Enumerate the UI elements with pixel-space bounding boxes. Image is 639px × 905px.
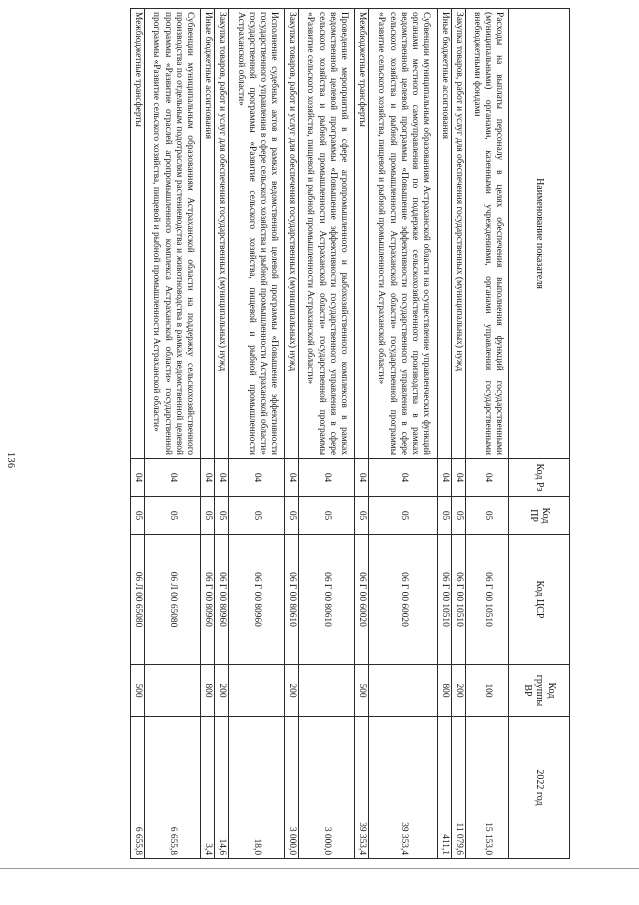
header-csr-code: Код ЦСР — [509, 535, 570, 665]
rotated-table-wrapper — [130, 8, 570, 858]
row-pr-code: 05 — [466, 497, 509, 535]
row-csr-code: 06 Л 00 65080 — [131, 535, 145, 665]
budget-table — [130, 8, 570, 859]
row-rz-code: 04 — [131, 459, 145, 497]
row-vr-code — [229, 665, 285, 717]
row-vr-code: 800 — [201, 665, 215, 717]
row-csr-code: 06 Л 00 65080 — [145, 535, 201, 665]
row-pr-code: 05 — [355, 497, 369, 535]
row-pr-code: 05 — [229, 497, 285, 535]
row-vr-code — [369, 665, 438, 717]
row-value-2022: 6 655,8 — [131, 717, 145, 859]
row-pr-code: 05 — [201, 497, 215, 535]
row-indicator-name: Закупка товаров, работ и услуг для обеспечения государственных (муниципальных) нужд — [215, 9, 229, 459]
row-pr-code: 05 — [452, 497, 466, 535]
row-value-2022: 3 000,0 — [299, 717, 355, 859]
header-vr-code: Код группы ВР — [509, 665, 570, 717]
row-csr-code: 06 Г 00 10510 — [438, 535, 452, 665]
row-csr-code: 06 Г 00 80610 — [285, 535, 299, 665]
row-csr-code: 06 Г 00 80960 — [201, 535, 215, 665]
row-csr-code: 06 Г 00 80960 — [229, 535, 285, 665]
row-vr-code: 500 — [355, 665, 369, 717]
row-value-2022: 39 353,4 — [355, 717, 369, 859]
row-csr-code: 06 Г 00 80610 — [299, 535, 355, 665]
row-vr-code: 800 — [438, 665, 452, 717]
row-indicator-name: Субвенции муниципальным образованиям Астраханской области на осуществление управленческих функций органами местного самоуправления по поддержке сельскохозяйственного производства в рамках ведомственной целевой программы «Повышение эффективности государственного управления в сфере сельского хозяйства и рыбной промышленности Астраханской области» государственной программы «Развитие сельского хозяйства, пищевой и рыбной промышленности Астраханской области» — [369, 9, 438, 459]
row-value-2022: 411,1 — [438, 717, 452, 859]
row-rz-code: 04 — [285, 459, 299, 497]
row-vr-code: 200 — [215, 665, 229, 717]
table-row — [229, 9, 285, 859]
row-indicator-name: Иные бюджетные ассигнования — [438, 9, 452, 459]
table-row — [215, 9, 229, 859]
row-pr-code: 05 — [131, 497, 145, 535]
table-row — [466, 9, 509, 859]
row-rz-code: 04 — [201, 459, 215, 497]
table-row — [355, 9, 369, 859]
table-row — [369, 9, 438, 859]
row-value-2022: 15 153,0 — [466, 717, 509, 859]
table-row — [452, 9, 466, 859]
row-value-2022: 39 353,4 — [369, 717, 438, 859]
row-pr-code: 05 — [215, 497, 229, 535]
row-value-2022: 3 000,0 — [285, 717, 299, 859]
row-csr-code: 06 Г 00 60020 — [369, 535, 438, 665]
row-csr-code: 06 Г 00 10510 — [452, 535, 466, 665]
row-value-2022: 18,0 — [229, 717, 285, 859]
row-csr-code: 06 Г 00 10510 — [466, 535, 509, 665]
row-rz-code: 04 — [229, 459, 285, 497]
row-value-2022: 3,4 — [201, 717, 215, 859]
row-rz-code: 04 — [438, 459, 452, 497]
row-indicator-name: Исполнение судебных актов в рамках ведомственной целевой программы «Повышение эффективности государственного управления в сфере сельского хозяйства и рыбной промышленности Астраханской области» государственной программы «Развитие сельского хозяйства, пищевой и рыбной промышленности Астраханской области» — [229, 9, 285, 459]
row-pr-code: 05 — [145, 497, 201, 535]
table-row — [285, 9, 299, 859]
row-value-2022: 11 079,6 — [452, 717, 466, 859]
header-pr-code: Код ПР — [509, 497, 570, 535]
row-vr-code — [299, 665, 355, 717]
table-row — [299, 9, 355, 859]
row-vr-code — [145, 665, 201, 717]
row-indicator-name: Закупка товаров, работ и услуг для обеспечения государственных (муниципальных) нужд — [285, 9, 299, 459]
table-body — [131, 9, 509, 859]
row-rz-code: 04 — [369, 459, 438, 497]
row-indicator-name: Закупка товаров, работ и услуг для обеспечения государственных (муниципальных) нужд — [452, 9, 466, 459]
header-indicator-name: Наименование показателя — [509, 9, 570, 459]
row-csr-code: 06 Г 00 60020 — [355, 535, 369, 665]
table-row — [201, 9, 215, 859]
row-indicator-name: Межбюджетные трансферты — [131, 9, 145, 459]
row-pr-code: 05 — [369, 497, 438, 535]
row-rz-code: 04 — [145, 459, 201, 497]
table-row — [438, 9, 452, 859]
row-pr-code: 05 — [299, 497, 355, 535]
row-csr-code: 06 Г 00 80960 — [215, 535, 229, 665]
row-rz-code: 04 — [355, 459, 369, 497]
row-value-2022: 14,6 — [215, 717, 229, 859]
row-rz-code: 04 — [299, 459, 355, 497]
row-vr-code: 200 — [452, 665, 466, 717]
page-number: 136 — [5, 452, 16, 469]
row-indicator-name: Проведение мероприятий в сфере агропромышленного и рыбохозяйственного комплексов в рамках ведомственной целевой программы «Повышение эффективности государственного управления в сфере сельского хозяйства и рыбной промышленности Астраханской области» государственной программы «Развитие сельского хозяйства, пищевой и рыбной промышленности Астраханской области» — [299, 9, 355, 459]
scan-bottom-rule — [0, 868, 639, 869]
header-rz-code: Код Рз — [509, 459, 570, 497]
row-rz-code: 04 — [215, 459, 229, 497]
table-row — [131, 9, 145, 859]
row-pr-code: 05 — [285, 497, 299, 535]
row-indicator-name: Субвенции муниципальным образованиям Астраханской области на поддержку сельскохозяйственного производства по отдельным подотраслям растениеводства и животноводства в рамках ведомственной целевой программы «Развитие отраслей агропромышленного комплекса Астраханской области» государственной программы «Развитие сельского хозяйства, пищевой и рыбной промышленности Астраханской области» — [145, 9, 201, 459]
row-value-2022: 6 655,8 — [145, 717, 201, 859]
header-year-2022: 2022 год — [509, 717, 570, 859]
row-rz-code: 04 — [452, 459, 466, 497]
row-vr-code: 500 — [131, 665, 145, 717]
row-pr-code: 05 — [438, 497, 452, 535]
row-vr-code: 200 — [285, 665, 299, 717]
row-rz-code: 04 — [466, 459, 509, 497]
row-indicator-name: Расходы на выплаты персоналу в целях обеспечения выполнения функций государственными (муниципальными) органами, казенными учреждениями, органами управления государственными внебюджетными фондами — [466, 9, 509, 459]
row-vr-code: 100 — [466, 665, 509, 717]
row-indicator-name: Иные бюджетные ассигнования — [201, 9, 215, 459]
table-header-row — [509, 9, 570, 859]
table-row — [145, 9, 201, 859]
row-indicator-name: Межбюджетные трансферты — [355, 9, 369, 459]
